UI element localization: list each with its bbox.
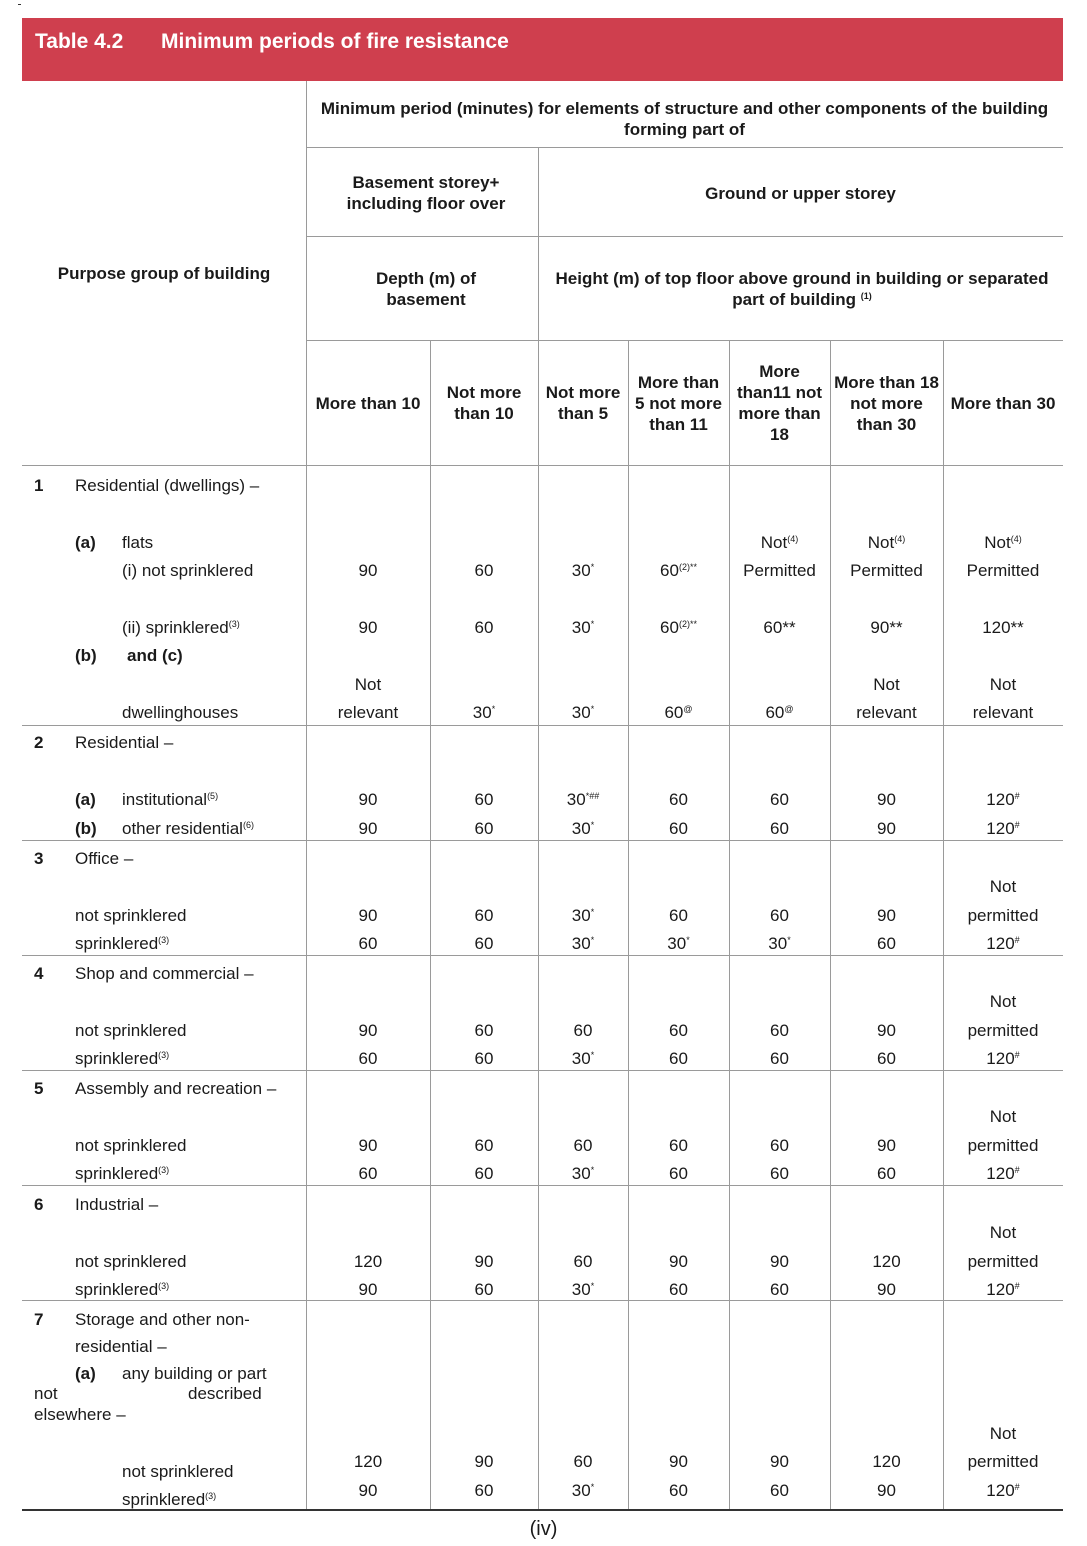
g3-sprinklered-c3: 30* — [571, 934, 595, 953]
g3-not-sprinklered-c3: 30* — [571, 906, 595, 925]
g5-sprinklered-c1: 60 — [358, 1164, 378, 1183]
g4-sprinklered-c4: 60 — [669, 1049, 688, 1068]
header-basement: Basement storey+ including floor over — [346, 173, 506, 213]
g7-not-sprinklered-c5: 90 — [770, 1452, 789, 1471]
footnote-ref: * — [787, 935, 791, 945]
footnote-ref: (3) — [158, 1281, 170, 1291]
table-number: Table 4.2 — [35, 30, 124, 53]
footnote-ref: # — [1014, 1165, 1020, 1175]
subgroup-text: not — [34, 1384, 58, 1403]
g4-not-sprinklered-c5: 60 — [770, 1021, 789, 1040]
row-label: sprinklered$^{(3)}$ — [75, 1049, 170, 1068]
g6-not-sprinklered-c5: 90 — [770, 1252, 789, 1271]
g1-dwellinghouses-c7: relevant — [972, 703, 1034, 722]
g5-not-sprinklered-c7: permitted — [967, 1136, 1039, 1155]
g4-ns-top: Not — [989, 992, 1017, 1011]
g6-not-sprinklered-c1: 120 — [353, 1252, 383, 1271]
g7-sprinklered-c7: 120# — [986, 1481, 1020, 1500]
g1-dwellinghouses-c5: 60@ — [765, 703, 794, 722]
g6-sprinklered-c1: 90 — [358, 1280, 378, 1299]
g1-dwellinghouses-c3: 30* — [571, 703, 595, 722]
footnote-ref: # — [1014, 1050, 1020, 1060]
footnote-ref: (3) — [158, 1050, 170, 1060]
column-header-7: More than 30 — [950, 393, 1056, 413]
header-height — [552, 237, 1052, 341]
g6-not-sprinklered-c7: permitted — [967, 1252, 1039, 1271]
g7-not-sprinklered-c2: 90 — [474, 1452, 494, 1471]
g1-sprinklered-c7: 120** — [982, 618, 1024, 637]
group-number: 7 — [34, 1310, 44, 1329]
subgroup-text: described — [188, 1384, 262, 1403]
row-divider — [22, 955, 1063, 956]
g1-sprinklered-c5: 60** — [763, 618, 796, 637]
g4-sprinklered-c6: 60 — [877, 1049, 896, 1068]
g7-not-sprinklered-c3: 60 — [573, 1452, 593, 1471]
table-title: Minimum periods of fire resistance — [161, 30, 509, 53]
group-number: 5 — [34, 1079, 44, 1098]
g5-sprinklered-c6: 60 — [877, 1164, 896, 1183]
footnote-ref: * — [590, 935, 595, 945]
g2-institutional-c1: 90 — [358, 790, 378, 809]
footnote-ref: (4) — [1010, 534, 1022, 544]
footnote-ref: @ — [784, 704, 794, 714]
footnote-ref: * — [590, 1281, 595, 1291]
footnote-ref: (2)** — [678, 619, 697, 629]
g2-institutional-c7: 120# — [986, 790, 1020, 809]
g2-other-residential-c3: 30* — [571, 819, 595, 838]
subgroup-text: flats — [122, 533, 154, 552]
group-title: Assembly and recreation – — [75, 1079, 277, 1098]
row-divider — [306, 236, 1063, 237]
row-divider — [22, 1185, 1063, 1186]
g7-sprinklered-c3: 30* — [571, 1481, 595, 1500]
group-title: Office – — [75, 849, 134, 868]
g2-other-residential-c6: 90 — [877, 819, 896, 838]
header-depth: Depth (m) of basement — [375, 269, 477, 309]
g1-ns-top-c7: Not$^{(4)}$ — [984, 533, 1022, 552]
g2-institutional-c3: 30*## — [566, 790, 600, 809]
g6-sprinklered-c6: 90 — [877, 1280, 896, 1299]
row-label: not sprinklered — [75, 1252, 187, 1271]
g2-other-residential-c2: 60 — [474, 819, 494, 838]
footnote-ref: # — [1014, 820, 1020, 830]
footnote-ref: * — [590, 820, 595, 830]
page-number: (iv) — [529, 1518, 558, 1540]
footnote-ref: * — [491, 704, 496, 714]
g7-not-sprinklered-c6: 120 — [872, 1452, 901, 1471]
g7-sprinklered-c4: 60 — [669, 1481, 688, 1500]
page-mark — [18, 4, 21, 5]
g7-not-sprinklered-c7: permitted — [967, 1452, 1039, 1471]
row-label: sprinklered$^{(3)}$ — [75, 1280, 170, 1299]
g6-sprinklered-c3: 30* — [571, 1280, 595, 1299]
g4-sprinklered-c3: 30* — [571, 1049, 595, 1068]
g4-not-sprinklered-c3: 60 — [573, 1021, 593, 1040]
column-header-5: More than11 not more than 18 — [736, 362, 822, 444]
footnote-ref: (4) — [787, 534, 799, 544]
g7-sprinklered-c2: 60 — [474, 1481, 494, 1500]
group-title: Shop and commercial – — [75, 964, 254, 983]
footnote-ref: # — [1014, 1281, 1020, 1291]
row-divider — [22, 840, 1063, 841]
g1-not-sprinklered-c5: Permitted — [743, 561, 816, 580]
g4-sprinklered-c5: 60 — [770, 1049, 789, 1068]
fire-resistance-table — [22, 81, 1063, 1511]
column-header-1: More than 10 — [315, 393, 421, 413]
header-ground-upper: Ground or upper storey — [705, 183, 896, 203]
footnote-ref: (3) — [158, 1165, 170, 1175]
g2-institutional-c6: 90 — [877, 790, 896, 809]
g5-sprinklered-c5: 60 — [770, 1164, 789, 1183]
g6-ns-top: Not — [989, 1223, 1017, 1242]
row-label: sprinklered$^{(3)}$ — [122, 1490, 217, 1509]
row-label: (ii) sprinklered$^{(3)}$ — [122, 618, 240, 637]
row-label: (i) not sprinklered — [122, 561, 254, 580]
header-minimum-period: Minimum period (minutes) for elements of structure and other components of the building forming part of — [320, 99, 1049, 139]
g1-dwellinghouses-c6: relevant — [856, 703, 917, 722]
g1-not-sprinklered-c3: 30* — [571, 561, 595, 580]
footnote-ref: *## — [585, 791, 600, 801]
g3-sprinklered-c7: 120# — [986, 934, 1020, 953]
row-label: not sprinklered — [75, 1021, 187, 1040]
g1-ns-top-c5: Not$^{(4)}$ — [760, 533, 799, 552]
g4-not-sprinklered-c1: 90 — [358, 1021, 378, 1040]
g5-sprinklered-c3: 30* — [571, 1164, 595, 1183]
g4-not-sprinklered-c6: 90 — [877, 1021, 896, 1040]
g4-sprinklered-c7: 120# — [986, 1049, 1020, 1068]
g7-ns-top: Not — [989, 1424, 1017, 1443]
g1-dwellinghouses-c4: 60@ — [664, 703, 693, 722]
g2-other-residential-c1: 90 — [358, 819, 378, 838]
g1-not-sprinklered-c6: Permitted — [850, 561, 923, 580]
footnote-ref: # — [1014, 1482, 1020, 1492]
g4-not-sprinklered-c4: 60 — [669, 1021, 688, 1040]
g5-ns-top: Not — [989, 1107, 1017, 1126]
footnote-ref: (3) — [228, 619, 240, 629]
group-title: Industrial – — [75, 1195, 159, 1214]
footnote-ref: (3) — [158, 935, 170, 945]
subgroup-label: (b) — [75, 646, 97, 665]
footnote-ref: (2)** — [678, 562, 697, 572]
g1-dwellinghouses-c2: 30* — [472, 703, 496, 722]
header-purpose-group: Purpose group of building — [57, 264, 271, 283]
g3-sprinklered-c2: 60 — [474, 934, 494, 953]
footnote-ref: (6) — [242, 820, 254, 830]
g6-sprinklered-c4: 60 — [669, 1280, 688, 1299]
g3-not-sprinklered-c7: permitted — [967, 906, 1039, 925]
g1-not-sprinklered-c2: 60 — [474, 561, 494, 580]
subgroup-label: (a) — [75, 533, 96, 552]
g7-not-sprinklered-c1: 120 — [353, 1452, 383, 1471]
g3-sprinklered-c5: 30* — [768, 934, 791, 953]
subgroup-text: elsewhere – — [34, 1405, 126, 1424]
footnote-ref: # — [1014, 791, 1020, 801]
column-header-2: Not more than 10 — [446, 383, 522, 423]
g4-sprinklered-c1: 60 — [358, 1049, 378, 1068]
subgroup-text: any building or part — [122, 1364, 267, 1383]
g4-sprinklered-c2: 60 — [474, 1049, 494, 1068]
g3-not-sprinklered-c6: 90 — [877, 906, 896, 925]
footnote-ref: # — [1014, 935, 1020, 945]
group-title: Residential – — [75, 733, 174, 752]
row-label: not sprinklered — [75, 906, 187, 925]
row-divider — [306, 340, 1063, 341]
g5-not-sprinklered-c6: 90 — [877, 1136, 896, 1155]
footnote-ref: * — [686, 935, 690, 945]
g5-sprinklered-c4: 60 — [669, 1164, 688, 1183]
group-number: 1 — [34, 476, 44, 495]
footnote-ref: * — [590, 562, 595, 572]
row-divider — [22, 725, 1063, 726]
g3-sprinklered-c4: 30* — [667, 934, 690, 953]
g3-not-sprinklered-c5: 60 — [770, 906, 789, 925]
header-height-text: Height (m) of top floor above ground in building or separated part of building — [555, 269, 1049, 309]
g3-ns-top: Not — [989, 877, 1017, 896]
row-label: institutional$^{(5)}$ — [122, 790, 219, 809]
group-title: Storage and other non- — [75, 1310, 250, 1329]
g6-sprinklered-c7: 120# — [986, 1280, 1020, 1299]
g6-not-sprinklered-c2: 90 — [474, 1252, 494, 1271]
g5-not-sprinklered-c5: 60 — [770, 1136, 789, 1155]
subgroup-label: (b) — [75, 819, 97, 838]
group-number: 3 — [34, 849, 44, 868]
g1-not-sprinklered-c7: Permitted — [966, 561, 1040, 580]
footnote-ref: (3) — [205, 1491, 217, 1501]
footnote-ref: * — [590, 1482, 595, 1492]
footnote-ref: (4) — [894, 534, 906, 544]
g5-not-sprinklered-c2: 60 — [474, 1136, 494, 1155]
g1-not-sprinklered-c4: $60^{(2)**}$ — [660, 561, 697, 580]
g2-other-residential-c4: 60 — [669, 819, 688, 838]
footnote-ref: @ — [683, 704, 693, 714]
row-divider — [22, 1070, 1063, 1071]
g2-other-residential-c5: 60 — [770, 819, 789, 838]
g6-sprinklered-c2: 60 — [474, 1280, 494, 1299]
g3-not-sprinklered-c4: 60 — [669, 906, 688, 925]
subgroup-text: and (c) — [127, 646, 183, 665]
group-number: 4 — [34, 964, 44, 983]
g1-sprinklered-c2: 60 — [474, 618, 494, 637]
g6-not-sprinklered-c3: 60 — [573, 1252, 593, 1271]
g3-not-sprinklered-c1: 90 — [358, 906, 378, 925]
group-number: 2 — [34, 733, 44, 752]
subgroup-label: (a) — [75, 1364, 96, 1383]
row-label: sprinklered$^{(3)}$ — [75, 1164, 170, 1183]
group-title: residential – — [75, 1337, 167, 1356]
row-label: other residential$^{(6)}$ — [122, 819, 254, 838]
g4-not-sprinklered-c7: permitted — [967, 1021, 1039, 1040]
g5-not-sprinklered-c4: 60 — [669, 1136, 688, 1155]
column-header-6: More than 18 not more than 30 — [834, 372, 939, 434]
g6-sprinklered-c5: 60 — [770, 1280, 789, 1299]
g1-dwellinghouses-c1: relevant — [337, 703, 399, 722]
g6-not-sprinklered-c4: 90 — [669, 1252, 688, 1271]
g1-dh-top-c1: Not — [354, 675, 382, 694]
g1-sprinklered-c4: $60^{(2)**}$ — [660, 618, 697, 637]
g2-institutional-c4: 60 — [669, 790, 688, 809]
g2-institutional-c5: 60 — [770, 790, 789, 809]
g2-other-residential-c7: 120# — [986, 819, 1020, 838]
g7-sprinklered-c6: 90 — [877, 1481, 896, 1500]
g7-not-sprinklered-c4: 90 — [669, 1452, 688, 1471]
column-header-4: More than 5 not more than 11 — [635, 372, 722, 434]
g1-sprinklered-c1: 90 — [358, 618, 378, 637]
footnote-ref: * — [590, 1165, 595, 1175]
g1-ns-top-c6: Not$^{(4)}$ — [867, 533, 906, 552]
row-label: dwellinghouses — [122, 703, 239, 722]
g5-not-sprinklered-c1: 90 — [358, 1136, 378, 1155]
g3-not-sprinklered-c2: 60 — [474, 906, 494, 925]
g1-sprinklered-c6: 90** — [870, 618, 903, 637]
row-divider — [22, 465, 1063, 466]
footnote-ref: * — [590, 907, 595, 917]
table-title-bar — [22, 18, 1063, 81]
footnote-ref: * — [590, 704, 595, 714]
column-header-3: Not more than 5 — [545, 383, 621, 423]
group-number: 6 — [34, 1195, 44, 1214]
subgroup-label: (a) — [75, 790, 96, 809]
row-label: not sprinklered — [122, 1462, 234, 1481]
g7-sprinklered-c1: 90 — [358, 1481, 378, 1500]
footnote-ref: (5) — [207, 791, 219, 801]
g7-sprinklered-c5: 60 — [770, 1481, 789, 1500]
g3-sprinklered-c6: 60 — [877, 934, 896, 953]
row-label: not sprinklered — [75, 1136, 187, 1155]
g5-not-sprinklered-c3: 60 — [573, 1136, 593, 1155]
g1-not-sprinklered-c1: 90 — [358, 561, 378, 580]
g1-dh-top-c7: Not — [989, 675, 1017, 694]
g6-not-sprinklered-c6: 120 — [872, 1252, 901, 1271]
row-label: sprinklered$^{(3)}$ — [75, 934, 170, 953]
g1-dh-top-c6: Not — [873, 675, 900, 694]
footnote-ref: * — [590, 619, 595, 629]
group-title: Residential (dwellings) – — [75, 476, 260, 495]
footnote-ref: * — [590, 1050, 595, 1060]
g3-sprinklered-c1: 60 — [358, 934, 378, 953]
row-divider — [306, 147, 1063, 148]
g2-institutional-c2: 60 — [474, 790, 494, 809]
g1-sprinklered-c3: 30* — [571, 618, 595, 637]
g5-sprinklered-c2: 60 — [474, 1164, 494, 1183]
g5-sprinklered-c7: 120# — [986, 1164, 1020, 1183]
header-height-note: (1) — [860, 291, 872, 301]
g4-not-sprinklered-c2: 60 — [474, 1021, 494, 1040]
